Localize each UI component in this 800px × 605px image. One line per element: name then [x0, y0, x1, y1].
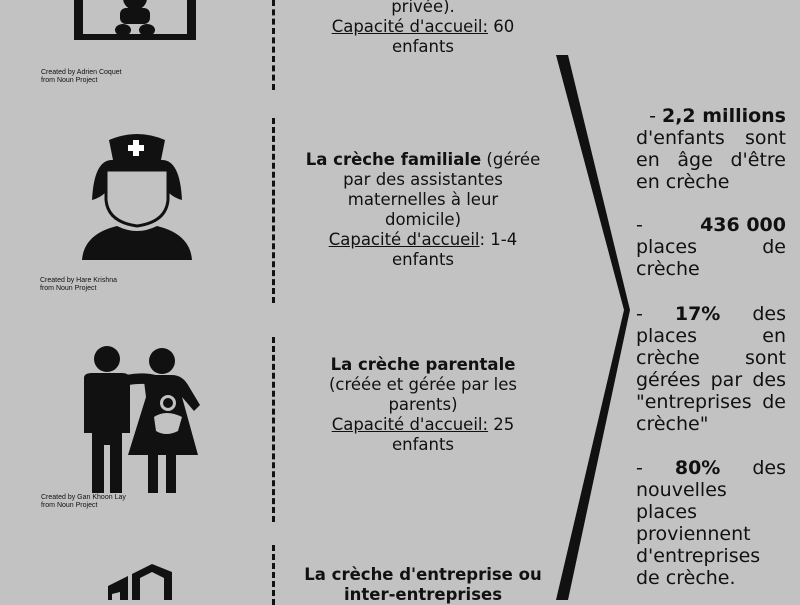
capacity-unit: enfants	[391, 250, 455, 269]
stat-bullet: -	[636, 303, 643, 325]
desc-title-line	[298, 565, 548, 585]
stat-block	[636, 303, 786, 435]
credit-source: from Noun Project	[41, 77, 98, 84]
stat-line: gérées par des	[636, 369, 786, 391]
stat-headline	[636, 214, 786, 236]
credit-source: from Noun Project	[41, 502, 98, 509]
dashed-divider	[272, 0, 275, 90]
section-title: La crèche parentale	[330, 355, 516, 374]
nurse-icon	[62, 130, 212, 260]
desc-title-line	[298, 355, 548, 375]
capacity-label: Capacité d'accueil:	[331, 17, 489, 36]
stat-line: nouvelles	[636, 479, 727, 501]
stat-line: en crèche	[636, 171, 730, 193]
stat-line: d'enfants sont	[636, 127, 786, 149]
chevron-right-icon	[550, 55, 630, 600]
stat-bullet: -	[636, 214, 643, 236]
desc-line: domicile)	[384, 210, 462, 229]
section-title-continued: inter-entreprises	[343, 585, 503, 604]
capacity-label: Capacité d'accueil	[328, 230, 480, 249]
desc-line: (créée et gérée par les	[328, 375, 518, 394]
capacity-value: : 1-4	[479, 230, 518, 249]
section-title: La crèche familiale	[305, 150, 482, 169]
baby-crib-icon	[70, 0, 200, 45]
stat-block	[636, 214, 786, 280]
section-description	[298, 0, 548, 57]
stat-line: places de	[636, 236, 786, 258]
desc-fragment: (gérée	[481, 150, 541, 169]
capacity-line	[298, 17, 548, 37]
stat-line: en âge d'être	[636, 149, 786, 171]
capacity-unit: enfants	[391, 435, 455, 454]
section-description	[298, 355, 548, 455]
capacity-label: Capacité d'accueil:	[331, 415, 489, 434]
capacity-unit: enfants	[391, 37, 455, 56]
stat-block	[636, 105, 786, 193]
section-title: La crèche d'entreprise ou	[304, 565, 542, 584]
icon-credit	[41, 69, 122, 85]
stat-bullet: -	[636, 457, 643, 479]
dashed-divider	[272, 337, 275, 522]
desc-title-line	[298, 150, 548, 170]
stat-headline	[636, 303, 786, 325]
stat-line: places en	[636, 325, 786, 347]
stat-line: proviennent	[636, 523, 751, 545]
capacity-value: 25	[488, 415, 515, 434]
capacity-line	[298, 415, 548, 435]
credit-source: from Noun Project	[40, 285, 97, 292]
icon-credit	[41, 494, 126, 510]
section-description	[298, 565, 548, 605]
credit-author: Created by Hare Krishna	[40, 277, 118, 284]
dashed-divider	[272, 545, 275, 605]
dashed-divider	[272, 118, 275, 303]
stat-value: 436 000	[700, 214, 786, 236]
stat-block	[636, 457, 786, 589]
stat-line: "entreprises de	[636, 391, 786, 413]
stat-line: places	[636, 501, 698, 523]
stat-value: 2,2 millions	[661, 105, 786, 127]
stat-value: 17%	[674, 303, 721, 325]
stat-line: crèche sont	[636, 347, 786, 369]
stat-fragment: des	[752, 303, 786, 325]
stat-line: crèche	[636, 258, 700, 280]
section-description	[298, 150, 548, 270]
desc-line: privée).	[391, 0, 455, 16]
stat-fragment: des	[752, 457, 786, 479]
building-icon	[108, 562, 174, 600]
credit-author: Created by Gan Khoon Lay	[41, 494, 126, 501]
stat-headline	[636, 105, 786, 127]
desc-title-line	[298, 585, 548, 605]
desc-line: maternelles à leur	[347, 190, 499, 209]
stat-line: crèche"	[636, 413, 709, 435]
stat-bullet: -	[649, 105, 662, 127]
credit-author: Created by Adrien Coquet	[41, 69, 122, 76]
capacity-value: 60	[488, 17, 515, 36]
desc-line: parents)	[388, 395, 458, 414]
stat-value: 80%	[674, 457, 721, 479]
stat-headline	[636, 457, 786, 479]
capacity-line	[298, 230, 548, 250]
stat-line: d'entreprises	[636, 545, 761, 567]
stat-line: de crèche.	[636, 567, 736, 589]
desc-line: par des assistantes	[343, 170, 503, 189]
family-icon	[70, 345, 205, 495]
icon-credit	[40, 277, 117, 293]
